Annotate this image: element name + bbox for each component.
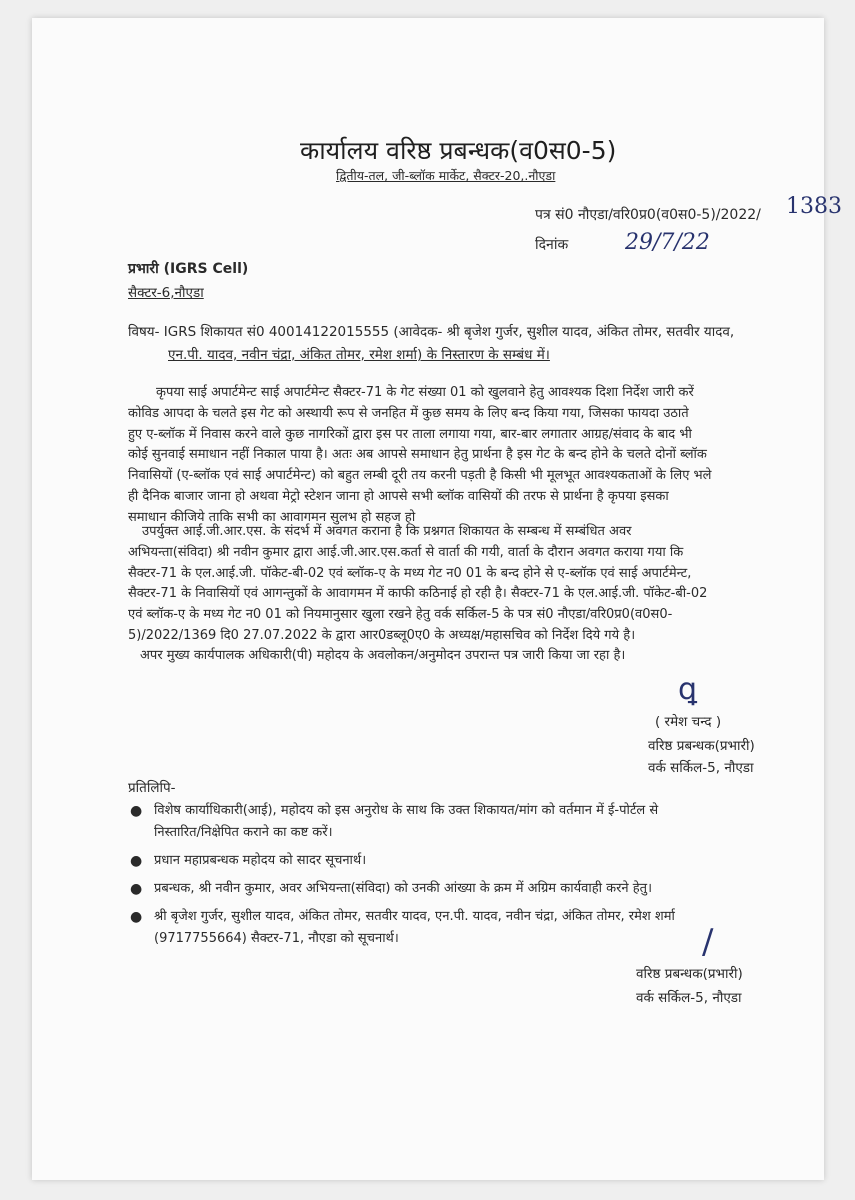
body-line: हुए ए-ब्लॉक में निवास करने वाले कुछ नागरिकों द्वारा इस पर ताला लगाया गया, बार-बार लगातार आग्रह/संवाद के बाद भी [128,426,692,442]
list-item [128,800,675,844]
copy-line: प्रधान महाप्रबन्धक महोदय को सादर सूचनार्थ। [154,853,367,868]
letter-number: पत्र सं0 नौएडा/वरि0प्र0(व0स0-5)/2022/ [535,207,761,223]
body-paragraph-2 [128,522,707,647]
handwritten-letter-number: 1383 [786,194,842,219]
copy-line: विशेष कार्याधिकारी(आई), महोदय को इस अनुरोध के साथ कि उक्त शिकायत/मांग को वर्तमान में ई-पोर्टल से [154,803,659,818]
footer-designation: वरिष्ठ प्रबन्धक(प्रभारी) [636,966,743,982]
copy-line: (9717755664) सैक्टर-71, नौएडा को सूचनार्थ। [154,931,399,946]
body-line: समाधान कीजिये ताकि सभी का आवागमन सुलभ हो सहज हो [128,509,416,525]
body-line: कोविड आपदा के चलते इस गेट को अस्थायी रूप से जनहित में कुछ समय के लिए बन्द किया गया, जिसका फायदा उठाते [128,405,689,421]
signatory-name: ( रमेश चन्द ) [655,714,722,730]
subject-line-2: एन.पी. यादव, नवीन चंद्रा, अंकित तोमर, रमेश शर्मा) के निस्तारण के सम्बंध में। [168,347,550,363]
office-address: द्वितीय-तल, जी-ब्लॉक मार्केट, सैक्टर-20,.नौएडा [336,168,556,183]
signature-mark: ꝗ [678,672,698,707]
list-item [128,878,675,900]
list-item [128,906,675,950]
bullet-icon: ● [130,881,143,897]
footer-circle: वर्क सर्किल-5, नौएडा [636,990,742,1006]
handwritten-date: 29/7/22 [625,230,710,255]
body-line: कृपया साई अपार्टमेन्ट साई अपार्टमेन्ट सैक्टर-71 के गेट संख्या 01 को खुलवाने हेतु आवश्यक दिशा निर्देश जारी करें [156,385,694,400]
bullet-icon: ● [130,853,143,869]
signatory-circle: वर्क सर्किल-5, नौएडा [648,760,754,776]
recipient-location: सैक्टर-6,नौएडा [128,285,204,301]
bullet-icon: ● [130,909,143,925]
body-line: 5)/2022/1369 दि0 27.07.2022 के द्वारा आर0डब्लू0ए0 के अध्यक्ष/महासचिव को निर्देश दिये गये है। [128,627,636,643]
body-line: सैक्टर-71 के निवासियों एवं आगन्तुकों के आवागमन में काफी कठिनाई हो रही है। सैक्टर-71 के एल.आई.जी. पॉकेट-बी-02 [128,586,708,602]
subject-line-1: विषय- IGRS शिकायत सं0 40014122015555 (आवेदक- श्री बृजेश गुर्जर, सुशील यादव, अंकित तोमर, सतवीर यादव, [128,324,735,340]
body-line: अपर मुख्य कार्यपालक अधिकारी(पी) महोदय के अवलोकन/अनुमोदन उपरान्त पत्र जारी किया जा रहा है। [140,648,626,663]
copy-list [128,800,675,950]
copy-line: निस्तारित/निक्षेपित कराने का कष्ट करें। [154,825,333,840]
body-line: उपर्युक्त आई.जी.आर.एस. के संदर्भ में अवगत कराना है कि प्रश्नगत शिकायत के सम्बन्ध में सम्बंधित अवर [142,524,632,539]
copy-heading: प्रतिलिपि- [128,780,176,796]
body-line: एवं ब्लॉक-ए के मध्य गेट न0 01 को नियमानुसार खुला रखने हेतु वर्क सर्किल-5 के पत्र सं0 नौएडा/वरि0प्र0(व0स0- [128,607,673,623]
signatory-designation: वरिष्ठ प्रबन्धक(प्रभारी) [648,738,755,754]
body-paragraph-3 [128,646,625,667]
body-line: ही दैनिक बाजार जाना हो अथवा मेट्रो स्टेशन जाना हो आपसे सभी ब्लॉक वासियों की तरफ से प्रार्थना है कृपया इसका [128,488,669,504]
body-line: कोई सुनवाई समाधान नहीं निकाल पाया है। अतः अब आपसे समाधान हेतु प्रार्थना है इस गेट के बन्द होने के चलते दोनों ब्लॉक [128,447,707,463]
bullet-icon: ● [130,803,143,819]
list-item [128,850,675,872]
body-paragraph-1 [128,383,712,529]
copy-line: श्री बृजेश गुर्जर, सुशील यादव, अंकित तोमर, सतवीर यादव, एन.पी. यादव, नवीन चंद्रा, अंकित तोमर, रमेश शर्मा [154,909,675,924]
body-line: निवासियों (ए-ब्लॉक एवं साई अपार्टमेन्ट) को बहुत लम्बी दूरी तय करनी पड़ती है किसी भी मूलभूत आवश्यकताओं के लिए भले [128,468,712,484]
office-title: कार्यालय वरिष्ठ प्रबन्धक(व0स0-5) [300,136,617,165]
date-label: दिनांक [535,237,569,253]
initial-mark: / [702,922,714,962]
copy-line: प्रबन्धक, श्री नवीन कुमार, अवर अभियन्ता(संविदा) को उनकी आंख्या के क्रम में अग्रिम कार्यवाही करने हेतु। [154,881,652,896]
recipient-title: प्रभारी (IGRS Cell) [128,261,249,277]
body-line: अभियन्ता(संविदा) श्री नवीन कुमार द्वारा आई.जी.आर.एस.कर्ता से वार्ता की गयी, वार्ता के दौरान अवगत कराया गया कि [128,544,684,560]
body-line: सैक्टर-71 के एल.आई.जी. पॉकेट-बी-02 एवं ब्लॉक-ए के मध्य गेट न0 01 के बन्द होने से ए-ब्लॉक एवं साई अपार्टमेन्ट, [128,565,692,581]
